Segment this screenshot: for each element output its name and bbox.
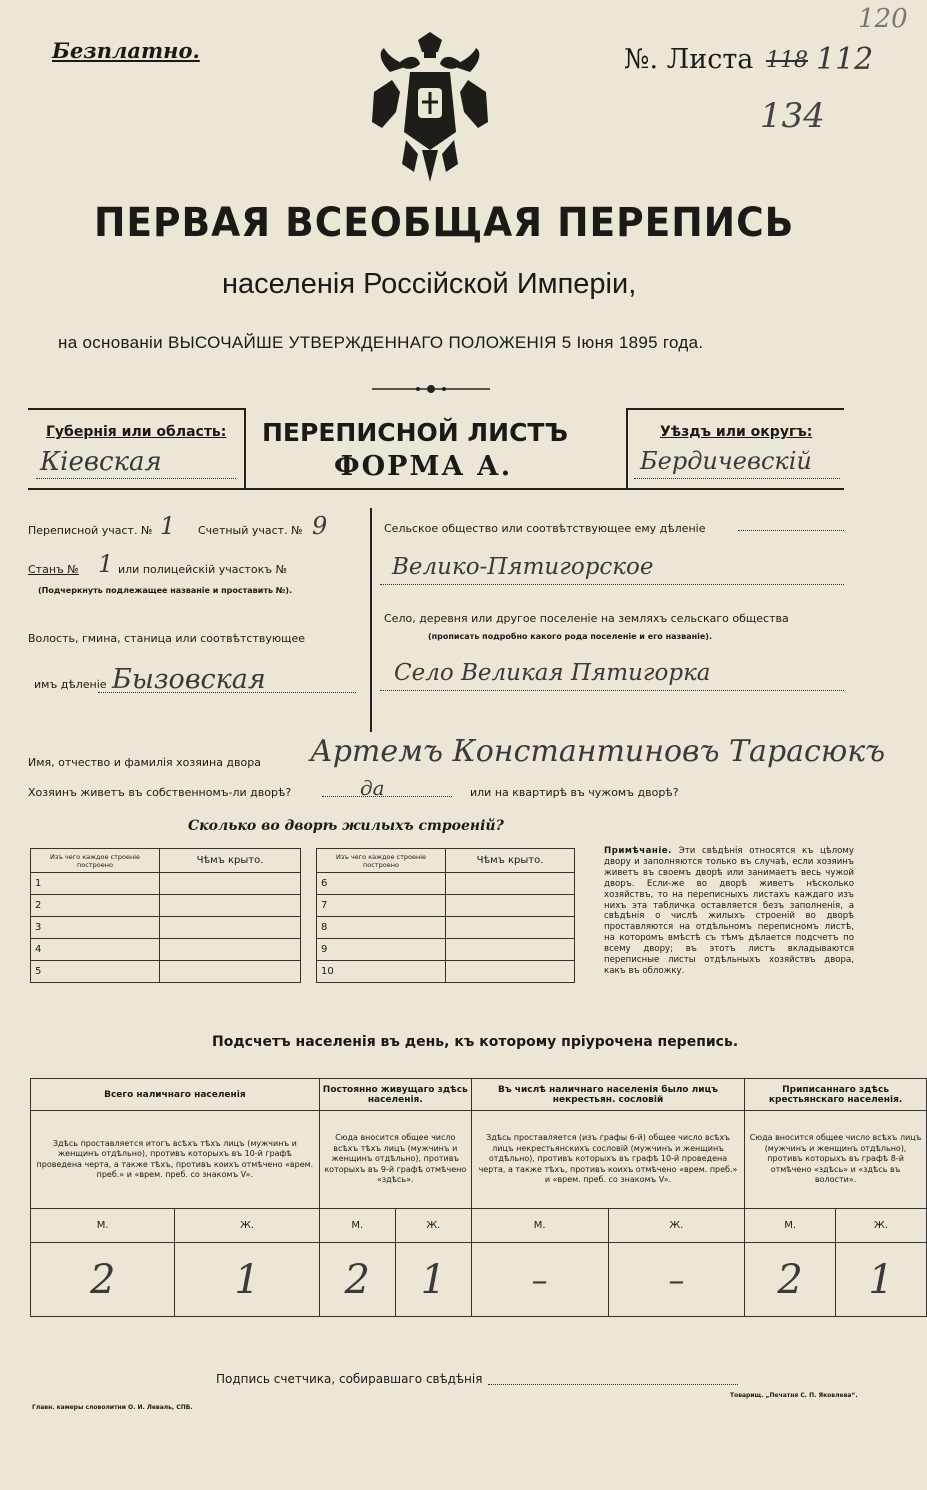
building-roof-cell[interactable] [160,939,301,961]
buildings-col-roof: Чѣмъ крыто. [160,849,301,873]
buildings-col-material: Изъ чего каждое строеніе построено [317,849,446,873]
free-label: Безплатно. [52,38,200,63]
count-male-registered[interactable]: 2 [745,1243,836,1317]
sheet-number-label: №. Листа [624,44,754,75]
building-row: 5 [31,961,160,983]
count-col-desc: Здѣсь проставляется (изъ графы 6-й) общее число всѣхъ лицъ некрестьянскихъ сословій (мужчинъ и женщинъ отдѣльно), противъ которыхъ въ графѣ 10-й проведена черта, а также тѣхъ, противъ коихъ отмѣчено «врем. преб.» и «врем. преб. со знакомъ V». [471,1111,744,1209]
count-female-total[interactable]: 1 [175,1243,319,1317]
building-roof-cell[interactable] [160,895,301,917]
female-header: Ж. [836,1209,927,1243]
building-roof-cell[interactable] [160,917,301,939]
police-label: или полицейскій участокъ № [118,563,288,576]
legal-basis: на основаніи ВЫСОЧАЙШЕ УТВЕРЖДЕННАГО ПОЛОЖЕНІЯ 5 Іюня 1895 года. [58,333,704,352]
underline-note: (Подчеркнуть подлежащее названіе и проставить №). [38,586,293,595]
volost-label: Волость, гмина, станица или соотвѣтствующее [28,632,306,645]
building-row: 2 [31,895,160,917]
count-female-permanent[interactable]: 1 [395,1243,471,1317]
village-field[interactable]: Село Великая Пятигорка [394,660,711,686]
sheet-number-value: 112 [816,42,874,77]
printer-left: Главн. камеры словолитни О. И. Леваль, СПБ. [32,1404,193,1411]
signature-field[interactable] [488,1384,738,1385]
count-col-header: Всего наличнаго населенія [31,1079,320,1111]
count-col-desc: Сюда вносится общее число всѣхъ тѣхъ лицъ (мужчинъ и женщинъ отдѣльно), противъ которыхъ въ 9-й графѣ отмѣчено «здѣсь». [319,1111,471,1209]
owner-name-field[interactable]: Артемъ Константиновъ Тарасюкъ [310,734,886,769]
building-roof-cell[interactable] [446,917,575,939]
building-row: 10 [317,961,446,983]
list-title: ПЕРЕПИСНОЙ ЛИСТЪ [262,418,568,447]
count-col-header: Приписаннаго здѣсь крестьянскаго населенія. [745,1079,927,1111]
count-col-desc: Сюда вносится общее число всѣхъ лицъ (мужчинъ и женщинъ отдѣльно), противъ которыхъ въ графѣ 8-й отмѣчено «здѣсь» и «здѣсь въ волости». [745,1111,927,1209]
stan-label: Станъ № [28,563,79,576]
schet-uchast-field[interactable]: 9 [312,512,328,540]
uezd-label: Уѣздъ или округъ: [660,424,813,440]
female-header: Ж. [608,1209,745,1243]
female-header: Ж. [175,1209,319,1243]
uezd-field[interactable]: Бердичевскій [640,447,812,475]
archive-number-top: 120 [858,4,908,34]
buildings-table-right [316,848,575,983]
count-male-nonpeasant[interactable]: – [471,1243,608,1317]
buildings-note [604,846,854,977]
male-header: М. [31,1209,175,1243]
imperial-eagle-icon [370,32,490,182]
building-row: 9 [317,939,446,961]
village-note: (прописать подробно какого рода поселеніе и его названіе). [428,632,713,641]
archive-number-mid: 134 [760,96,825,136]
male-header: М. [319,1209,395,1243]
buildings-note-title: Примѣчаніе. [604,846,672,856]
perepis-uchast-label: Переписной участ. № [28,524,153,537]
village-label: Село, деревня или другое поселеніе на земляхъ сельскаго общества [384,612,789,625]
building-row: 4 [31,939,160,961]
stan-field[interactable]: 1 [98,550,114,578]
building-roof-cell[interactable] [160,961,301,983]
main-title: ПЕРВАЯ ВСЕОБЩАЯ ПЕРЕПИСЬ [94,200,795,246]
building-row: 7 [317,895,446,917]
own-yard-field[interactable]: да [360,776,385,800]
building-roof-cell[interactable] [160,873,301,895]
count-male-total[interactable]: 2 [31,1243,175,1317]
buildings-note-text: Эти свѣдѣнія относятся къ цѣлому двору и заполняются только въ случаѣ, если хозяинъ живетъ въ своемъ дворѣ или занимаетъ весь чужой дворъ. Если-же во дворѣ живетъ нѣсколько хозяйствъ, то на переписныхъ листахъ каждаго изъ нихъ эта табличка оставляется безъ заполненія, а свѣдѣнія о числѣ жилыхъ строеній во дворѣ проставляются на отдѣльномъ переписномъ листѣ, на которомъ вмѣстѣ съ тѣмъ дѣлается подсчетъ по всему двору; въ этотъ листъ вкладываются переписные листы отдѣльныхъ хозяйствъ двора, какъ въ обложку. [604,846,855,976]
count-col-desc: Здѣсь проставляется итогъ всѣхъ тѣхъ лицъ (мужчинъ и женщинъ отдѣльно), противъ которыхъ въ 10-й графѣ проведена черта, а также тѣхъ, противъ коихъ отмѣчено «врем. преб.» и «врем. преб. со знакомъ V». [31,1111,320,1209]
building-roof-cell[interactable] [446,895,575,917]
building-row: 6 [317,873,446,895]
buildings-col-material: Изъ чего каждое строеніе построено [31,849,160,873]
count-female-registered[interactable]: 1 [836,1243,927,1317]
perepis-uchast-field[interactable]: 1 [160,512,176,540]
count-title: Подсчетъ населенія въ день, къ которому пріурочена перепись. [212,1034,739,1050]
gubernia-label: Губернія или область: [46,424,227,440]
society-field[interactable]: Велико-Пятигорское [392,554,654,580]
building-row: 1 [31,873,160,895]
buildings-col-roof: Чѣмъ крыто. [446,849,575,873]
count-male-permanent[interactable]: 2 [319,1243,395,1317]
building-roof-cell[interactable] [446,939,575,961]
schet-uchast-label: Счетный участ. № [198,524,303,537]
sheet-number-crossed: 118 [766,48,808,73]
society-label: Сельское общество или соотвѣтствующее ему дѣленіе [384,522,706,535]
building-roof-cell[interactable] [446,961,575,983]
count-col-header: Въ числѣ наличнаго населенія было лицъ некрестьян. сословій [471,1079,744,1111]
gubernia-field[interactable]: Кіевская [40,447,162,477]
subtitle: населенія Россійской Имперіи, [222,268,637,300]
female-header: Ж. [395,1209,471,1243]
volost-label-2: имъ дѣленіе [34,678,107,691]
count-col-header: Постоянно живущаго здѣсь населенія. [319,1079,471,1111]
count-female-nonpeasant[interactable]: – [608,1243,745,1317]
ornament-divider [372,380,490,392]
building-roof-cell[interactable] [446,873,575,895]
own-yard-label: Хозяинъ живетъ въ собственномъ-ли дворѣ? [28,786,292,799]
printer-right: Товарищ. „Печатня С. П. Яковлева“. [730,1392,858,1399]
building-row: 8 [317,917,446,939]
volost-field[interactable]: Бызовская [112,664,266,695]
owner-name-label: Имя, отчество и фамилія хозяина двора [28,756,261,769]
male-header: М. [745,1209,836,1243]
buildings-table-left [30,848,301,983]
building-row: 3 [31,917,160,939]
male-header: М. [471,1209,608,1243]
form-name: ФОРМА А. [334,451,513,482]
rented-label: или на квартирѣ въ чужомъ дворѣ? [470,786,679,799]
signature-label: Подпись счетчика, собиравшаго свѣдѣнія [216,1372,483,1386]
count-table [30,1078,927,1317]
buildings-question: Сколько во дворѣ жилыхъ строеній? [188,818,504,834]
